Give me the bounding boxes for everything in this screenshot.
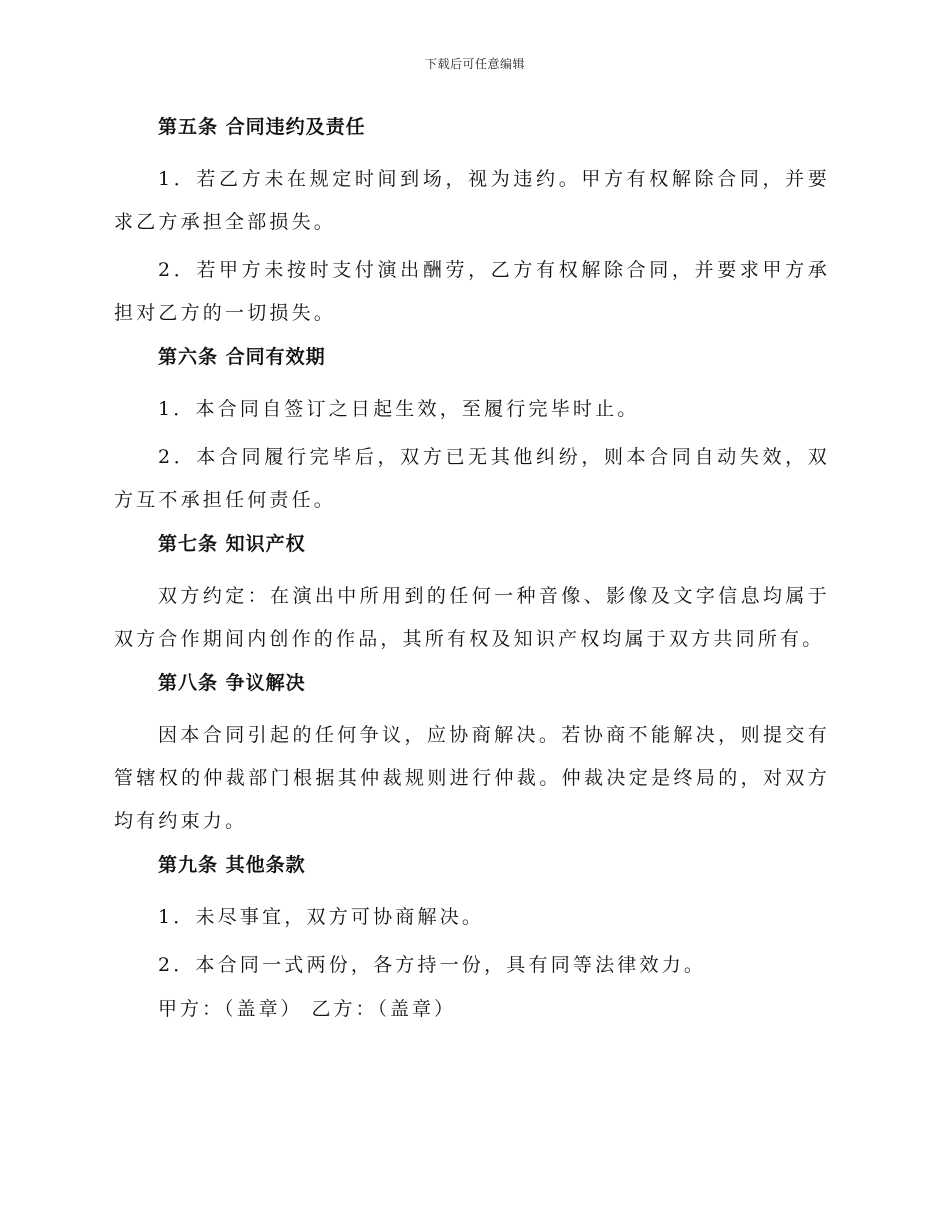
- section-title-8: 第八条 争议解决: [158, 672, 306, 694]
- page-header: 下载后可任意编辑: [424, 57, 525, 71]
- section-title-7: 第七条 知识产权: [158, 533, 306, 555]
- clause-7: 双方约定：在演出中所用到的任何一种音像、影像及文字信息均属于双方合作期间内创作的作品，其所有权及知识产权均属于双方共同所有。: [114, 585, 830, 650]
- clause-5-1: 1．若乙方未在规定时间到场，视为违约。甲方有权解除合同，并要求乙方承担全部损失。: [114, 168, 830, 233]
- section-title-6: 第六条 合同有效期: [158, 346, 326, 368]
- section-title-9: 第九条 其他条款: [158, 854, 306, 876]
- clause-6-2: 2．本合同履行完毕后，双方已无其他纠纷，则本合同自动失效，双方互不承担任何责任。: [114, 446, 830, 511]
- clause-6-1: 1．本合同自签订之日起生效，至履行完毕时止。: [158, 398, 640, 420]
- section-title-5: 第五条 合同违约及责任: [158, 116, 366, 138]
- signature-line: 甲方：（盖章） 乙方：（盖章）: [158, 998, 457, 1020]
- clause-5-2: 2．若甲方未按时支付演出酬劳，乙方有权解除合同，并要求甲方承担对乙方的一切损失。: [114, 259, 830, 324]
- document-body: [114, 110, 830, 1026]
- clause-9-2: 2．本合同一式两份，各方持一份，具有同等法律效力。: [158, 954, 707, 976]
- clause-8: 因本合同引起的任何争议，应协商解决。若协商不能解决，则提交有管辖权的仲裁部门根据其仲裁规则进行仲裁。仲裁决定是终局的，对双方均有约束力。: [114, 724, 830, 832]
- clause-9-1: 1．未尽事宜，双方可协商解决。: [158, 906, 485, 928]
